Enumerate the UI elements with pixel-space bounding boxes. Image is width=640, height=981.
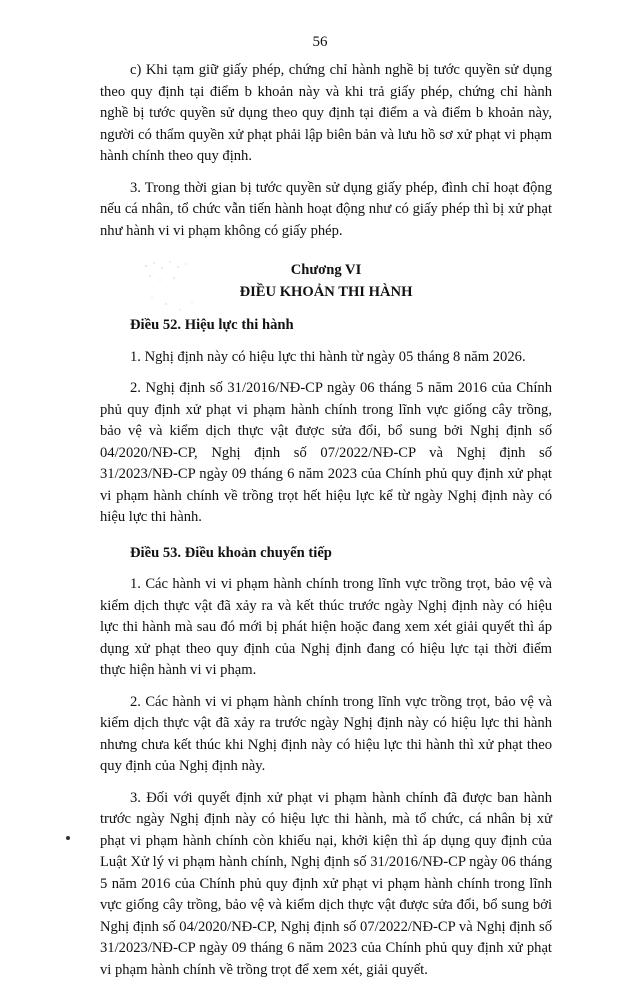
chapter-label: Chương VI bbox=[100, 260, 552, 282]
document-body bbox=[100, 60, 552, 981]
article-53-clause-1: 1. Các hành vi vi phạm hành chính trong lĩnh vực trồng trọt, bảo vệ và kiểm dịch thực vật đã xảy ra và kết thúc trước ngày Nghị định này có hiệu lực thi hành mà sau đó mới bị phát hiện hoặc đang xem xét giải quyết thì áp dụng xử phạt theo quy định của Nghị định đang có hiệu lực tại thời điểm thực hiện hành vi vi phạm. bbox=[100, 574, 552, 682]
article-52-heading: Điều 52. Hiệu lực thi hành bbox=[100, 315, 552, 337]
article-53-clause-3: 3. Đối với quyết định xử phạt vi phạm hành chính đã được ban hành trước ngày Nghị định này có hiệu lực thi hành, mà tổ chức, cá nhân bị xử phạt vi phạm hành chính còn khiếu nại, khởi kiện thì áp dụng quy định của Luật Xử lý vi phạm hành chính, Nghị định số 31/2016/NĐ-CP ngày 06 tháng 5 năm 2016 của Chính phủ quy định xử phạt vi phạm hành chính trong lĩnh vực giống cây trồng, bảo vệ và kiểm dịch thực vật được sửa đổi, bổ sung bởi Nghị định số 04/2020/NĐ-CP, Nghị định số 07/2022/NĐ-CP và Nghị định số 31/2023/NĐ-CP ngày 09 tháng 6 năm 2023 của Chính phủ quy định xử phạt vi phạm hành chính về trồng trọt để xem xét, giải quyết. bbox=[100, 788, 552, 981]
chapter-title: ĐIỀU KHOẢN THI HÀNH bbox=[100, 282, 552, 304]
article-53-heading: Điều 53. Điều khoản chuyển tiếp bbox=[100, 543, 552, 565]
paragraph-c: c) Khi tạm giữ giấy phép, chứng chỉ hành nghề bị tước quyền sử dụng theo quy định tại điểm b khoản này và khi trả giấy phép, chứng chỉ hành nghề bị tước quyền sử dụng theo quy định tại điểm a và điểm b khoản này, người có thẩm quyền xử phạt phải lập biên bản và lưu hồ sơ xử phạt vi phạm hành chính theo quy định. bbox=[100, 60, 552, 168]
paragraph-3: 3. Trong thời gian bị tước quyền sử dụng giấy phép, đình chỉ hoạt động nếu cá nhân, tổ chức vẫn tiến hành hoạt động như có giấy phép thì bị xử phạt như hành vi vi phạm không có giấy phép. bbox=[100, 178, 552, 243]
article-52-clause-2: 2. Nghị định số 31/2016/NĐ-CP ngày 06 tháng 5 năm 2016 của Chính phủ quy định xử phạt vi phạm hành chính trong lĩnh vực giống cây trồng, bảo vệ và kiểm dịch thực vật được sửa đổi, bổ sung bởi Nghị định số 04/2020/NĐ-CP, Nghị định số 07/2022/NĐ-CP và Nghị định số 31/2023/NĐ-CP ngày 09 tháng 6 năm 2023 của Chính phủ quy định xử phạt vi phạm hành chính về trồng trọt hết hiệu lực kể từ ngày Nghị định này có hiệu lực thi hành. bbox=[100, 378, 552, 529]
page-number: 56 bbox=[0, 34, 640, 51]
article-53-clause-2: 2. Các hành vi vi phạm hành chính trong lĩnh vực trồng trọt, bảo vệ và kiểm dịch thực vật đã xảy ra trước ngày Nghị định này có hiệu lực thi hành nhưng chưa kết thúc khi Nghị định này có hiệu lực thi hành thì xử phạt theo quy định của Nghị định này. bbox=[100, 692, 552, 778]
margin-dot bbox=[66, 836, 70, 840]
article-52-clause-1: 1. Nghị định này có hiệu lực thi hành từ ngày 05 tháng 8 năm 2026. bbox=[100, 347, 552, 369]
